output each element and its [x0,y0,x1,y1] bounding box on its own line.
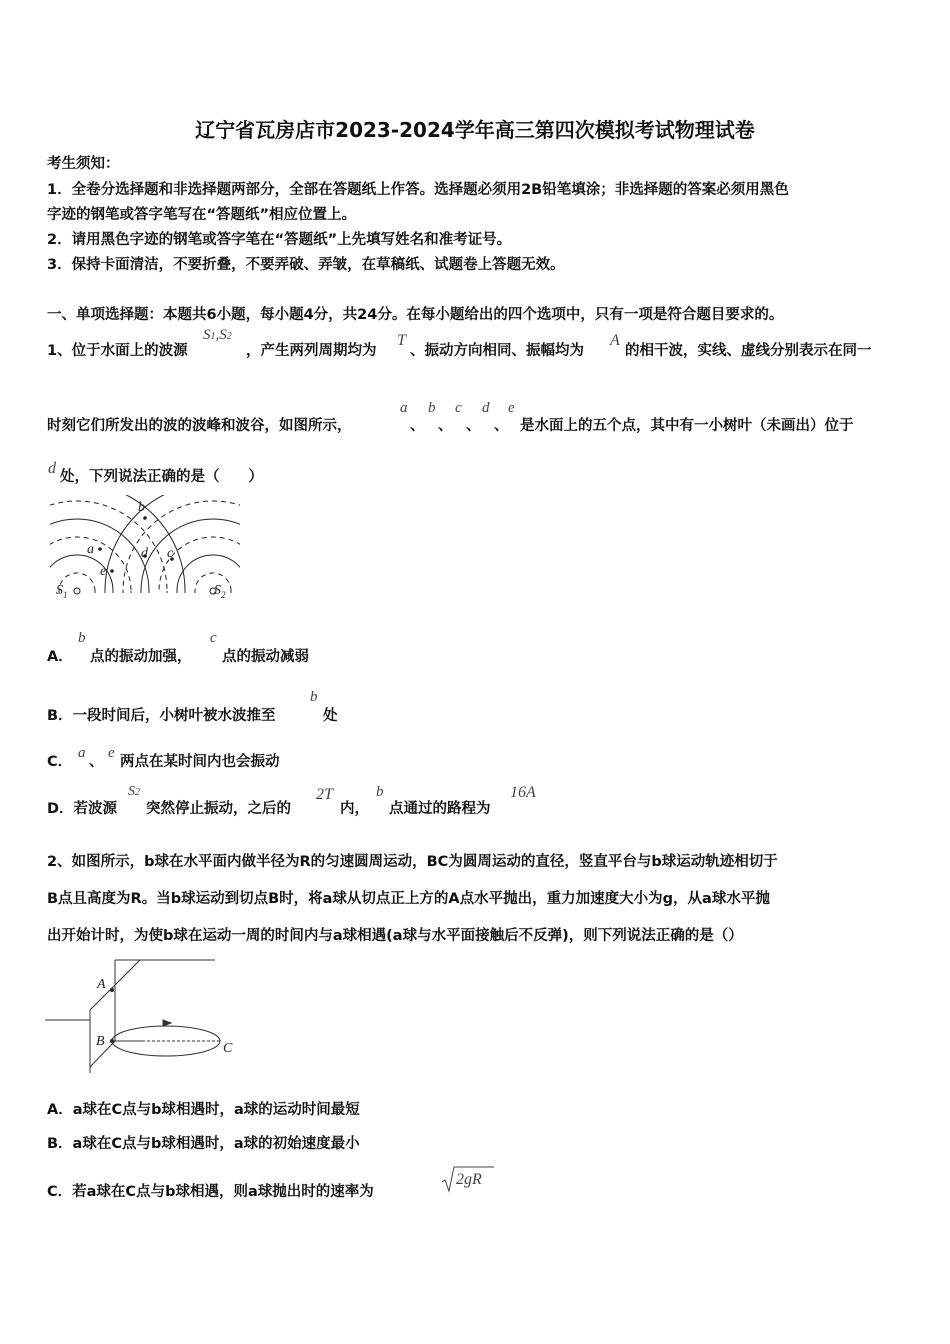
q1-text-7: 处，下列说法正确的是（ ） [60,469,263,485]
q1-option-c-symbol-e: e [108,745,115,761]
q1-text-5: 时刻它们所发出的波的波峰和波谷，如图所示， [47,418,352,434]
notice-item-1-line-1: 1．全卷分选择题和非选择题两部分，全部在答题纸上作答。选择题必须用2B铅笔填涂；非选择题的答案必须用黑色 [47,182,789,198]
sqrt-argument: 2gR [456,1171,482,1188]
q1-option-a-text-1: 点的振动加强， [90,649,192,665]
q1-text-2: ，产生两列周期均为 [246,343,377,359]
q1-symbol-d-2: d [48,460,56,477]
label-b: b [138,500,145,515]
q1-option-a-text-2: 点的振动减弱 [222,649,309,665]
q1-symbol-a: a [400,400,408,416]
q1-sep-1: 、 [410,418,425,434]
q1-symbol-s1s2: S1,S2 [203,327,232,343]
label-B: B [96,1034,105,1049]
q2-text-line-3: 出开始计时，为使b球在运动一周的时间内与a球相遇(a球与水平面接触后不反弹)，则下列说法正确的是（） [47,928,743,944]
q1-option-b-text-1: B．一段时间后，小树叶被水波推至 [47,708,276,724]
q1-sep-3: 、 [466,418,481,434]
q1-option-b-text-2: 处 [323,708,338,724]
s1-crest-ring [50,555,113,607]
q1-sep-2: 、 [438,418,453,434]
q1-option-d-text-2: 突然停止振动，之后的 [146,801,291,817]
q1-option-d-symbol-16A: 16A [510,784,536,801]
notice-heading: 考生须知： [47,156,120,172]
q1-option-a-symbol-b: b [78,630,86,646]
label-a: a [87,542,94,557]
q1-option-d-text-4: 点通过的路程为 [389,801,491,817]
q2-text-line-1: 2、如图所示，b球在水平面内做半径为R的匀速圆周运动，BC为圆周运动的直径，竖直平台与b球运动轨迹相切于 [47,854,778,870]
q1-option-d-symbol-b: b [376,784,384,800]
point-a [98,547,102,551]
q1-symbol-b: b [428,400,436,416]
q1-sep-4: 、 [494,418,509,434]
label-s1: $S_1$ [56,583,68,600]
q1-text-1: 1、位于水面上的波源 [47,343,188,359]
point-B [110,1039,114,1043]
q2-text-line-2: B点且高度为R。当b球运动到切点B时，将a球从切点正上方的A点水平抛出，重力加速度大小为g，从a球水平抛 [47,891,770,907]
q1-option-d-text-1: D．若波源 [47,801,118,817]
point-A [110,988,114,992]
q1-option-a-symbol-c: c [210,630,217,646]
q1-option-d-symbol-s2: S2 [128,784,140,799]
q1-symbol-c: c [455,400,462,416]
section-heading: 一、单项选择题：本题共6小题，每小题4分，共24分。在每小题给出的四个选项中，只有一项是符合题目要求的。 [47,307,784,323]
q1-text-4: 的相干波，实线、虚线分别表示在同一 [625,343,872,359]
q1-option-a-label: A． [47,649,73,665]
q2-option-b: B．a球在C点与b球相遇时，a球的初始速度最小 [47,1136,360,1152]
q1-option-c-sep: 、 [89,754,104,770]
q1-option-c-text: 两点在某时间内也会振动 [120,754,280,770]
q1-option-b-symbol-b: b [310,689,318,705]
wave-interference-figure [50,495,240,607]
label-d: d [141,546,148,561]
s1-crest-ring [50,495,185,607]
q2-option-c-text: C．若a球在C点与b球相遇，则a球抛出时的速率为 [47,1184,374,1200]
point-e [110,569,114,573]
q1-symbol-A: A [610,332,620,349]
platform-orbit-figure [45,955,250,1075]
q1-symbol-d: d [482,400,490,416]
notice-item-3: 3．保持卡面清洁，不要折叠，不要弄破、弄皱，在草稿纸、试题卷上答题无效。 [47,257,565,273]
q1-text-6: 是水面上的五个点，其中有一小树叶（未画出）位于 [520,418,854,434]
label-c: c [167,546,174,561]
page-title: 辽宁省瓦房店市2023-2024学年高三第四次模拟考试物理试卷 [195,118,755,142]
q1-symbol-T: T [397,332,406,349]
q1-option-d-text-3: 内， [340,801,369,817]
q1-symbol-e: e [508,400,515,416]
source-s1 [74,588,80,594]
q1-option-c-label: C． [47,754,73,770]
label-e: e [100,564,107,579]
s2-crest-ring [177,555,240,607]
label-s2: $S_2$ [214,583,226,600]
q2-option-a: A．a球在C点与b球相遇时，a球的运动时间最短 [47,1102,360,1118]
notice-item-1-line-2: 字迹的钢笔或答字笔写在“答题纸”相应位置上。 [47,207,357,223]
q1-option-c-symbol-a: a [78,745,86,761]
label-C: C [223,1041,233,1056]
sqrt-2gR [440,1164,495,1194]
q1-option-d-symbol-2T: 2T [316,786,333,803]
point-b [143,516,147,520]
label-A: A [97,977,106,992]
q1-text-3: 、振动方向相同、振幅均为 [410,343,584,359]
direction-arrow [163,1020,171,1026]
notice-item-2: 2．请用黑色字迹的钢笔或答字笔在“答题纸”上先填写姓名和准考证号。 [47,232,512,248]
